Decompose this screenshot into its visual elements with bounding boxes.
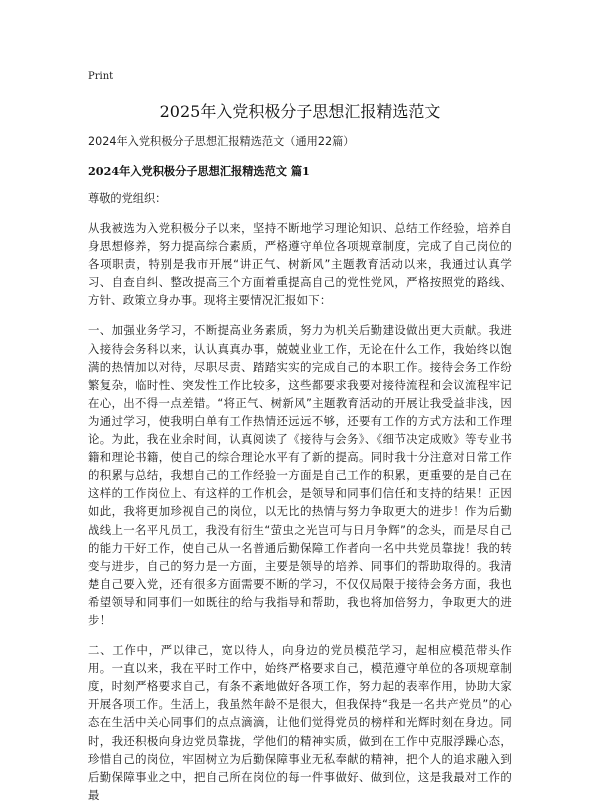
salutation: 尊敬的党组织：: [88, 192, 167, 205]
paragraph-intro: 从我被选为入党积极分子以来，坚持不断地学习理论知识、总结工作经验，培养自身思想修养，努力提高综合素质，严格遵守单位各项规章制度，完成了自己岗位的各项职责，特别是我市开展“讲正气、树新风”主题教育活动以来，我通过认真学习、自查自纠、整改提高三个方面着重提高自己的党性党风，严格按照党的路线、方针、政策立身办事。现将主要情况汇报如下：: [88, 221, 512, 308]
document-subtitle: 2024年入党积极分子思想汇报精选范文（通用22篇）: [88, 135, 355, 148]
section-heading: 2024年入党积极分子思想汇报精选范文 篇1: [88, 164, 310, 178]
print-label[interactable]: Print: [88, 71, 114, 82]
paragraph-section-one: 一、加强业务学习，不断提高业务素质，努力为机关后勤建设做出更大贡献。我进入接待会务科以来，认认真真办事，兢兢业业工作，无论在什么工作，我始终以饱满的热情加以对待，尽职尽责、踏踏实实的完成自己的本职工作。接待会务工作纷繁复杂，临时性、突发性工作比较多，这些都要求我要对接待流程和会议流程牢记在心，出不得一点差错。“将正气、树新风”主题教育活动的开展让我受益非浅，因为通过学习，使我明白单有工作热情还远远不够，还要有工作的方式方法和工作理论。为此，我在业余时间，认真阅读了《接待与会务》、《细节决定成败》等专业书籍和理论书籍，使自己的综合理论水平有了新的提高。同时我十分注意对日常工作的积累与总结，我想自己的工作经验一方面是自己工作的积累，更重要的是自己在这样的工作岗位上、有这样的工作机会，是领导和同事们信任和支持的结果！正因如此，我将更加珍视自己的岗位，以无比的热情与努力争取更大的进步！作为后勤战线上一名平凡员工，我没有衍生“萤虫之光岂可与日月争辉”的念头，而是尽自己的能力干好工作，使自己从一名普通后勤保障工作者向一名中共党员靠拢！我的转变与进步，自己的努力是一方面，主要是领导的培养、同事们的帮助取得的。我清楚自己要入党，还有很多方面需要不断的学习，不仅仅局限于接待会务方面，我也希望领导和同事们一如既往的给与我指导和帮助，我也将加倍努力，争取更大的进步！: [88, 323, 512, 627]
paragraph-section-two: 二、工作中，严以律己，宽以待人，向身边的党员模范学习，起相应模范带头作用。一直以来，我在平时工作中，始终严格要求自己，模范遵守单位的各项规章制度，时刻严格要求自己，有条不紊地做好各项工作，努力起的表率作用，协助大家开展各项工作。生活上，我虽然年龄不是很大，但我保持“我是一名共产党员”的心态在生活中关心同事们的点点滴滴，让他们觉得党员的榜样和光辉时刻在身边。同时，我还积极向身边党员靠拢，学他们的精神实质，做到在工作中克服浮躁心态，珍惜自己的岗位，牢固树立为后勤保障事业无私奉献的精神，把个人的追求融入到后勤保障事业之中，把自己所在岗位的每一件事做好、做到位，这是我最对工作的最: [88, 643, 512, 802]
page-title: 2025年入党积极分子思想汇报精选范文: [159, 102, 441, 121]
